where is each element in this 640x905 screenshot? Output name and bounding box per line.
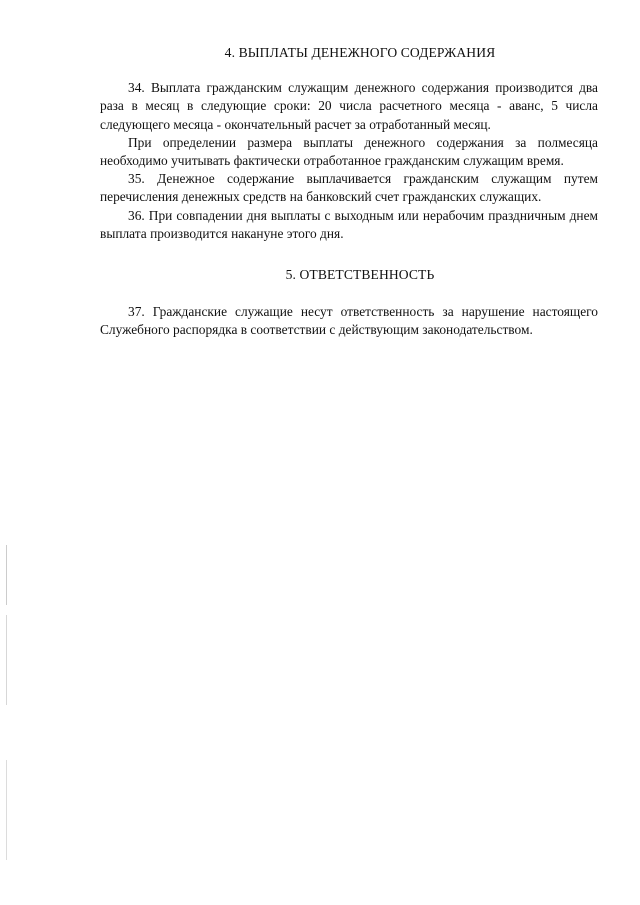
paragraph-34: 34. Выплата гражданским служащим денежного содержания производится два раза в месяц в следующие сроки: 20 числа расчетного месяца - аванс, 5 числа следующего месяца - окончательный расчет за отработанный месяц. [100, 80, 598, 132]
paragraph-37: 37. Гражданские служащие несут ответственность за нарушение настоящего Служебного распорядка в соответствии с действующим законодательством. [100, 304, 598, 338]
document-body [100, 44, 598, 340]
paragraph-34-continuation: При определении размера выплаты денежного содержания за полмесяца необходимо учитывать фактически отработанное гражданским служащим время. [100, 134, 598, 169]
scan-artifact-line [6, 545, 7, 605]
scan-artifact-line [6, 615, 7, 705]
section-5-heading: 5. ОТВЕТСТВЕННОСТЬ [285, 267, 435, 283]
paragraph-35: 35. Денежное содержание выплачивается гражданским служащим путем перечисления денежных средств на банковский счет гражданских служащих. [100, 171, 598, 205]
scan-artifact-line [6, 760, 7, 860]
paragraph-36: 36. При совпадении дня выплаты с выходным или нерабочим праздничным днем выплата производится накануне этого дня. [100, 207, 598, 241]
section-4-heading: 4. ВЫПЛАТЫ ДЕНЕЖНОГО СОДЕРЖАНИЯ [224, 45, 496, 60]
